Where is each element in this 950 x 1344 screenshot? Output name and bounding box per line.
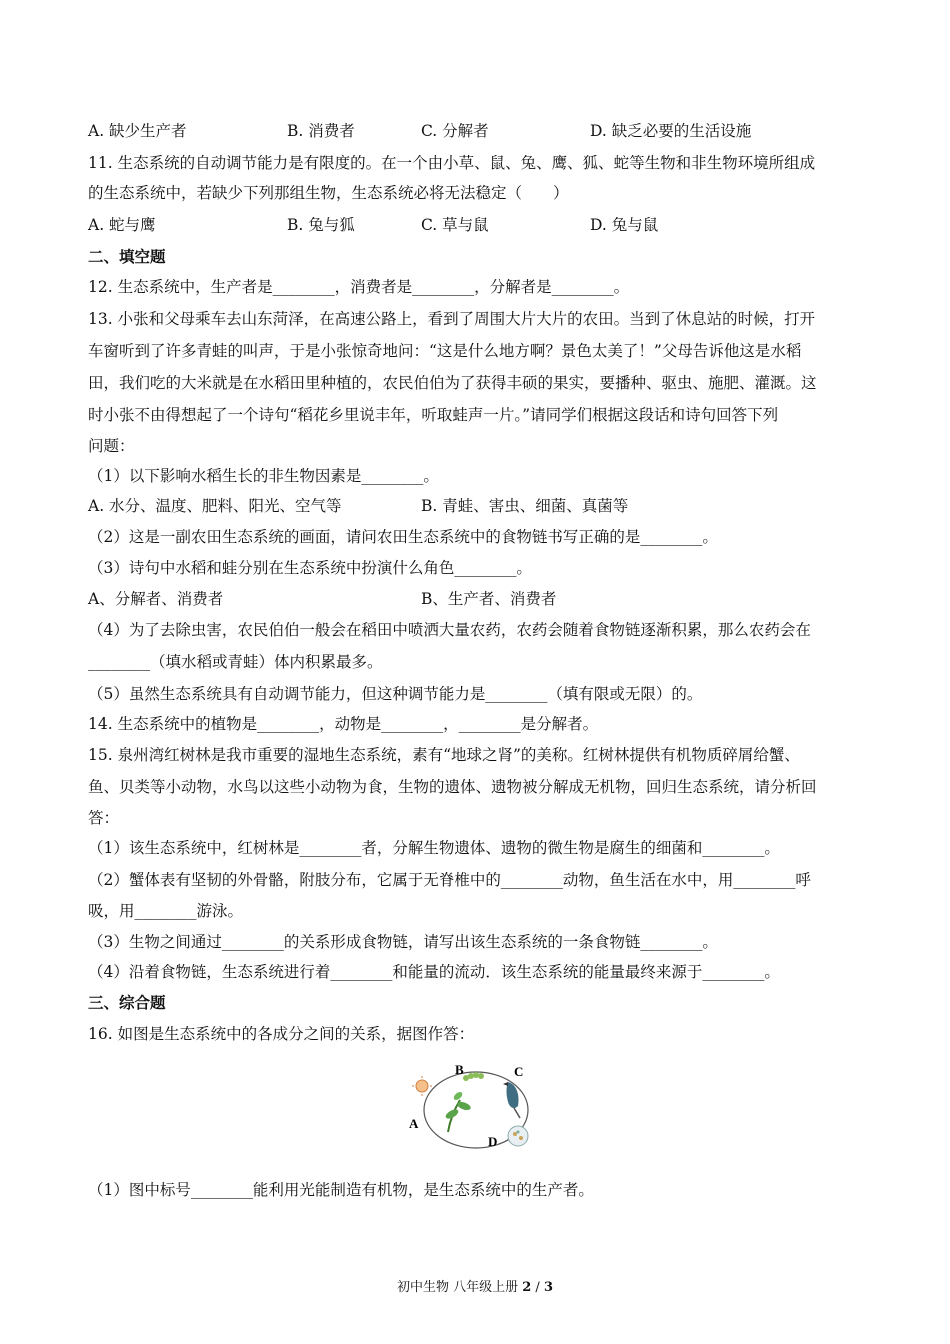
q10-option-d: D. 缺乏必要的生活设施	[590, 122, 752, 140]
q10-option-a: A. 缺少生产者	[88, 122, 187, 140]
label-a: A	[409, 1116, 419, 1131]
label-d: D	[488, 1134, 498, 1149]
q13-sub3-option-b: B、生产者、消费者	[421, 590, 557, 608]
q13-sub1: （1）以下影响水稻生长的非生物因素是________。	[88, 467, 439, 485]
q15-sub4: （4）沿着食物链，生态系统进行着________和能量的流动．该生态系统的能量最终来源于________。	[88, 963, 780, 981]
q13-sub1-option-a: A. 水分、温度、肥料、阳光、空气等	[88, 497, 342, 515]
plant-icon	[444, 1090, 472, 1132]
q11-option-b: B. 兔与狐	[287, 216, 355, 234]
q11-stem-line2: 的生态系统中，若缺少下列那组生物，生态系统必将无法稳定（ ）	[88, 184, 569, 202]
decomposer-icon	[508, 1126, 528, 1146]
page-footer	[0, 1276, 950, 1295]
q15-line3: 答：	[88, 809, 120, 827]
footer-separator: /	[531, 1280, 544, 1295]
q13-line2: 车窗听到了许多青蛙的叫声，于是小张惊奇地问：“这是什么地方啊？景色太美了！”父母告诉他这是水稻	[88, 342, 802, 360]
footer-subject: 初中生物 八年级上册	[396, 1280, 523, 1295]
q12-text: 12. 生态系统中，生产者是________，消费者是________，分解者是________。	[88, 278, 630, 296]
q11-option-a: A. 蛇与鹰	[88, 216, 156, 234]
q13-line1: 13. 小张和父母乘车去山东菏泽，在高速公路上，看到了周围大片大片的农田。当到了休息站的时候，打开	[88, 310, 816, 328]
q13-sub1-option-b: B. 青蛙、害虫、细菌、真菌等	[421, 497, 629, 515]
label-b: B	[455, 1062, 464, 1077]
q13-sub5: （5）虽然生态系统具有自动调节能力，但这种调节能力是________（填有限或无限）的。	[88, 685, 703, 703]
footer-page-number: 2	[522, 1280, 532, 1295]
q13-line3: 田，我们吃的大米就是在水稻田里种植的，农民伯伯为了获得丰硕的果实，要播种、驱虫、施肥、灌溉。这	[88, 374, 817, 392]
q13-sub3: （3）诗句中水稻和蛙分别在生态系统中扮演什么角色________。	[88, 559, 532, 577]
q10-option-b: B. 消费者	[287, 122, 355, 140]
q10-option-c: C. 分解者	[421, 122, 489, 140]
label-c: C	[514, 1064, 524, 1079]
q13-sub4-line2: ________（填水稻或青蛙）体内积累最多。	[88, 653, 383, 671]
q13-sub4-line1: （4）为了去除虫害，农民伯伯一般会在稻田中喷洒大量农药，农药会随着食物链逐渐积累，那么农药会在	[88, 621, 811, 639]
q16-sub1: （1）图中标号________能利用光能制造有机物，是生态系统中的生产者。	[88, 1181, 594, 1199]
q11-option-d: D. 兔与鼠	[590, 216, 659, 234]
section3-title: 三、综合题	[88, 993, 166, 1012]
q13-line4: 时小张不由得想起了一个诗句“稻花乡里说丰年，听取蛙声一片。”请同学们根据这段话和诗句回答下列	[88, 406, 779, 424]
q15-sub2-line1: （2）蟹体表有坚韧的外骨骼，附肢分布，它属于无脊椎中的________动物，鱼生活在水中，用________呼	[88, 871, 811, 889]
q11-stem-line1: 11. 生态系统的自动调节能力是有限度的。在一个由小草、鼠、兔、鹰、狐、蛇等生物和非生物环境所组成	[88, 154, 816, 172]
q15-sub3: （3）生物之间通过________的关系形成食物链，请写出该生态系统的一条食物链________。	[88, 933, 718, 951]
q14-text: 14. 生态系统中的植物是________，动物是________，________是分解者。	[88, 715, 599, 733]
footer-total-pages: 3	[543, 1280, 553, 1295]
q13-sub2: （2）这是一副农田生态系统的画面，请问农田生态系统中的食物链书写正确的是________。	[88, 528, 718, 546]
q15-sub1: （1）该生态系统中，红树林是________者，分解生物遗体、遗物的微生物是腐生的细菌和________。	[88, 839, 780, 857]
q13-sub3-option-a: A、分解者、消费者	[88, 590, 224, 608]
q16-stem: 16. 如图是生态系统中的各成分之间的关系，据图作答：	[88, 1025, 475, 1043]
caterpillar-icon	[463, 1072, 484, 1081]
section2-title: 二、填空题	[88, 247, 166, 266]
q15-sub2-line2: 吸，用________游泳。	[88, 902, 244, 920]
q13-line5: 问题：	[88, 437, 135, 455]
q15-line2: 鱼、贝类等小动物，水鸟以这些小动物为食，生物的遗体、遗物被分解成无机物，回归生态系统，请分析回	[88, 778, 817, 796]
q11-option-c: C. 草与鼠	[421, 216, 489, 234]
q15-line1: 15. 泉州湾红树林是我市重要的湿地生态系统，素有“地球之肾”的美称。红树林提供有机物质碎屑给蟹、	[88, 746, 800, 764]
ecosystem-figure	[408, 1060, 543, 1152]
